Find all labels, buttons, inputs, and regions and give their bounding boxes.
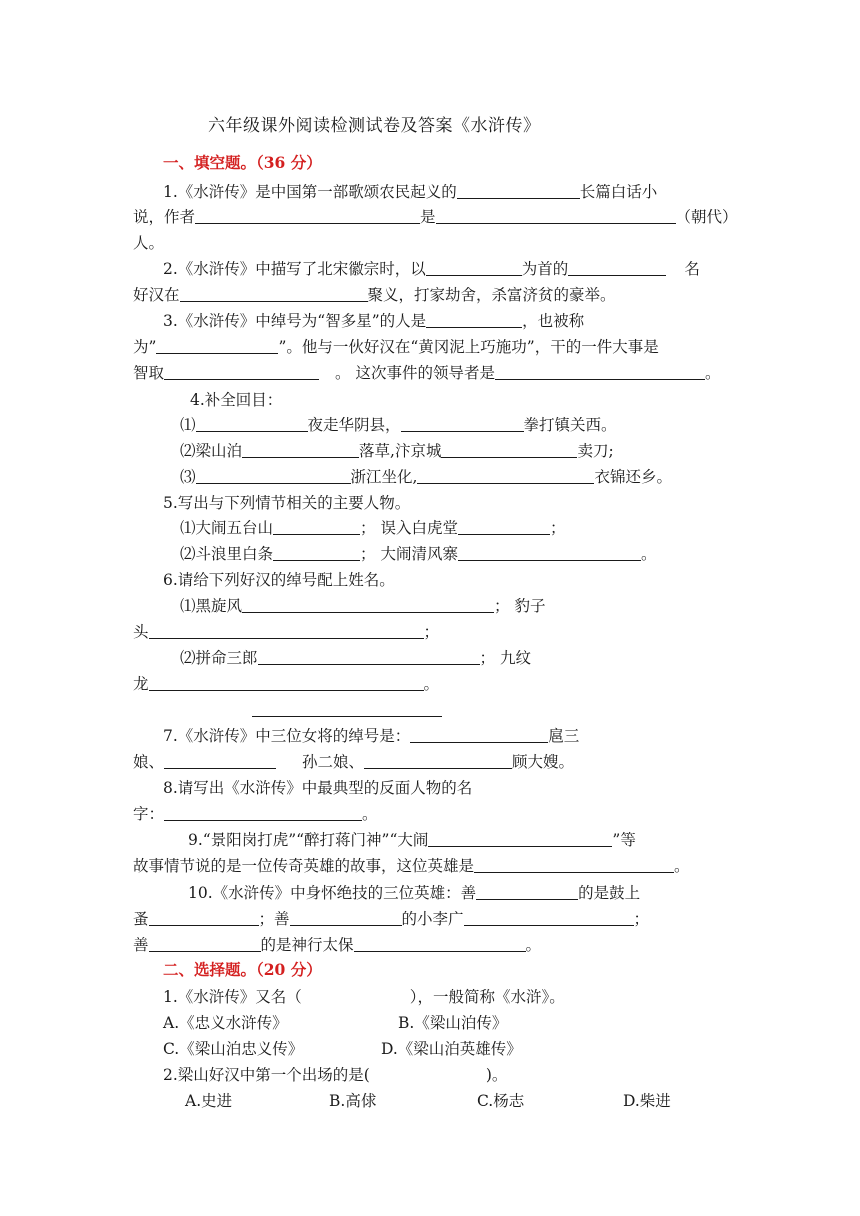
option-a[interactable]: A.《忠义水浒传》 [163,1014,288,1032]
answer-blank[interactable] [149,909,259,926]
question-4-row-2: ⑵梁山泊 落草,汴京城 卖刀; [180,442,614,460]
question-4-row-3: ⑶ 浙江坐化, 衣锦还乡。 [180,468,672,486]
question-4-heading: 4.补全回目： [190,391,283,409]
question-5-row-1: ⑴大闹五台山 ； 误入白虎堂 ； [180,519,566,537]
answer-blank[interactable] [354,935,526,952]
answer-blank[interactable] [273,518,360,535]
question-6-row-1-cont: 头 ； [133,623,440,641]
answer-blank[interactable] [242,596,494,613]
option-b[interactable]: B.《梁山泊传》 [398,1014,508,1032]
question-7-line-2: 娘、 孙二娘、 顾大嫂。 [133,753,575,771]
question-10-line-1: 10.《水浒传》中身怀绝技的三位英雄：善 的是鼓上 [188,884,641,902]
question-8-line-2: 字： 。 [133,805,378,823]
answer-blank[interactable] [290,909,402,926]
answer-blank[interactable] [464,909,634,926]
choice-question-1: 1.《水浒传》又名（ ），一般简称《水浒》。 [163,988,565,1006]
answer-blank[interactable] [441,441,577,458]
answer-blank[interactable] [364,752,512,769]
option-a[interactable]: A.史进 [185,1092,233,1110]
choice-question-1-options-row-2 [163,1038,522,1060]
question-3-line-3: 智取 。 这次事件的领导者是 。 [133,364,721,382]
question-3-line-2: 为” ”。他与一伙好汉在“黄冈泥上巧施功”，干的一件大事是 [133,338,659,356]
answer-blank[interactable] [476,883,578,900]
choice-question-2: 2.梁山好汉中第一个出场的是( )。 [163,1066,508,1084]
question-6-row-2-cont: 龙 。 [133,675,440,693]
answer-blank[interactable] [426,311,522,328]
question-6-row-1: ⑴黑旋风 ； 豹子 [180,597,546,615]
answer-blank[interactable] [164,363,319,380]
option-d[interactable]: D.柴进 [623,1092,671,1110]
answer-blank[interactable] [156,337,278,354]
question-3-line-1: 3.《水浒传》中绰号为“智多星”的人是 ，也被称 [163,312,585,330]
question-10-line-3: 善 的是神行太保 。 [133,936,542,954]
question-2-line-2: 好汉在 聚义，打家劫舍，杀富济贫的豪举。 [133,286,616,304]
answer-blank[interactable] [180,285,368,302]
answer-blank[interactable] [273,544,360,561]
choice-question-1-options-row-1 [163,1012,507,1034]
question-9-line-2: 故事情节说的是一位传奇英雄的故事，这位英雄是 。 [133,857,690,875]
answer-blank[interactable] [196,467,351,484]
option-c[interactable]: C.杨志 [477,1092,525,1110]
answer-blank[interactable] [149,674,424,691]
answer-blank[interactable] [410,726,548,743]
answer-blank[interactable] [458,518,550,535]
question-7-line-1: 7.《水浒传》中三位女将的绰号是： 扈三 [163,727,580,745]
question-5-row-2: ⑵斗浪里白条 ； 大闹清风寨 。 [180,545,657,563]
question-6-heading: 6.请给下列好汉的绰号配上姓名。 [163,571,395,589]
question-4-row-1: ⑴ 夜走华阴县， 拳打镇关西。 [180,416,617,434]
option-b[interactable]: B.高俅 [329,1092,377,1110]
question-10-line-2: 蚤 ；善 的小李广 ； [133,910,650,928]
question-9-line-1: 9.“景阳岗打虎”“醉打蒋门神”“大闹 ”等 [188,831,636,849]
question-1-line-1: 1.《水浒传》是中国第一部歌颂农民起义的 长篇白话小 [163,183,658,201]
answer-blank[interactable] [149,935,261,952]
question-6-row-2: ⑵拼命三郎 ； 九纹 [180,649,531,667]
choice-question-2-options [185,1090,671,1112]
answer-blank[interactable] [474,856,674,873]
answer-blank[interactable] [164,804,362,821]
answer-blank[interactable] [196,415,308,432]
question-2-line-1: 2.《水浒传》中描写了北宋徽宗时，以 为首的 名 [163,260,700,278]
answer-blank[interactable] [568,259,666,276]
question-1-line-3: 人。 [133,234,165,252]
answer-blank[interactable] [149,622,424,639]
question-1-line-2: 说，作者 是 （朝代） [133,208,738,226]
answer-blank[interactable] [417,467,594,484]
answer-blank[interactable] [495,363,705,380]
section-heading-multiple-choice: 二、选择题。（20 分） [163,960,322,979]
answer-blank[interactable] [457,182,580,199]
answer-blank[interactable] [401,415,524,432]
answer-blank[interactable] [428,830,612,847]
question-5-heading: 5.写出与下列情节相关的主要人物。 [163,494,411,512]
answer-blank[interactable] [426,259,522,276]
page-title: 六年级课外阅读检测试卷及答案《水浒传》 [208,116,541,136]
answer-blank[interactable] [258,648,480,665]
divider-line [252,716,442,717]
answer-blank[interactable] [458,544,641,561]
answer-blank[interactable] [436,207,676,224]
answer-blank[interactable] [164,752,276,769]
question-8-line-1: 8.请写出《水浒传》中最典型的反面人物的名 [163,779,473,797]
option-c[interactable]: C.《梁山泊忠义传》 [163,1040,304,1058]
answer-blank[interactable] [195,207,420,224]
section-heading-fill-blank: 一、填空题。（36 分） [163,153,322,172]
answer-blank[interactable] [242,441,359,458]
option-d[interactable]: D.《梁山泊英雄传》 [381,1040,522,1058]
